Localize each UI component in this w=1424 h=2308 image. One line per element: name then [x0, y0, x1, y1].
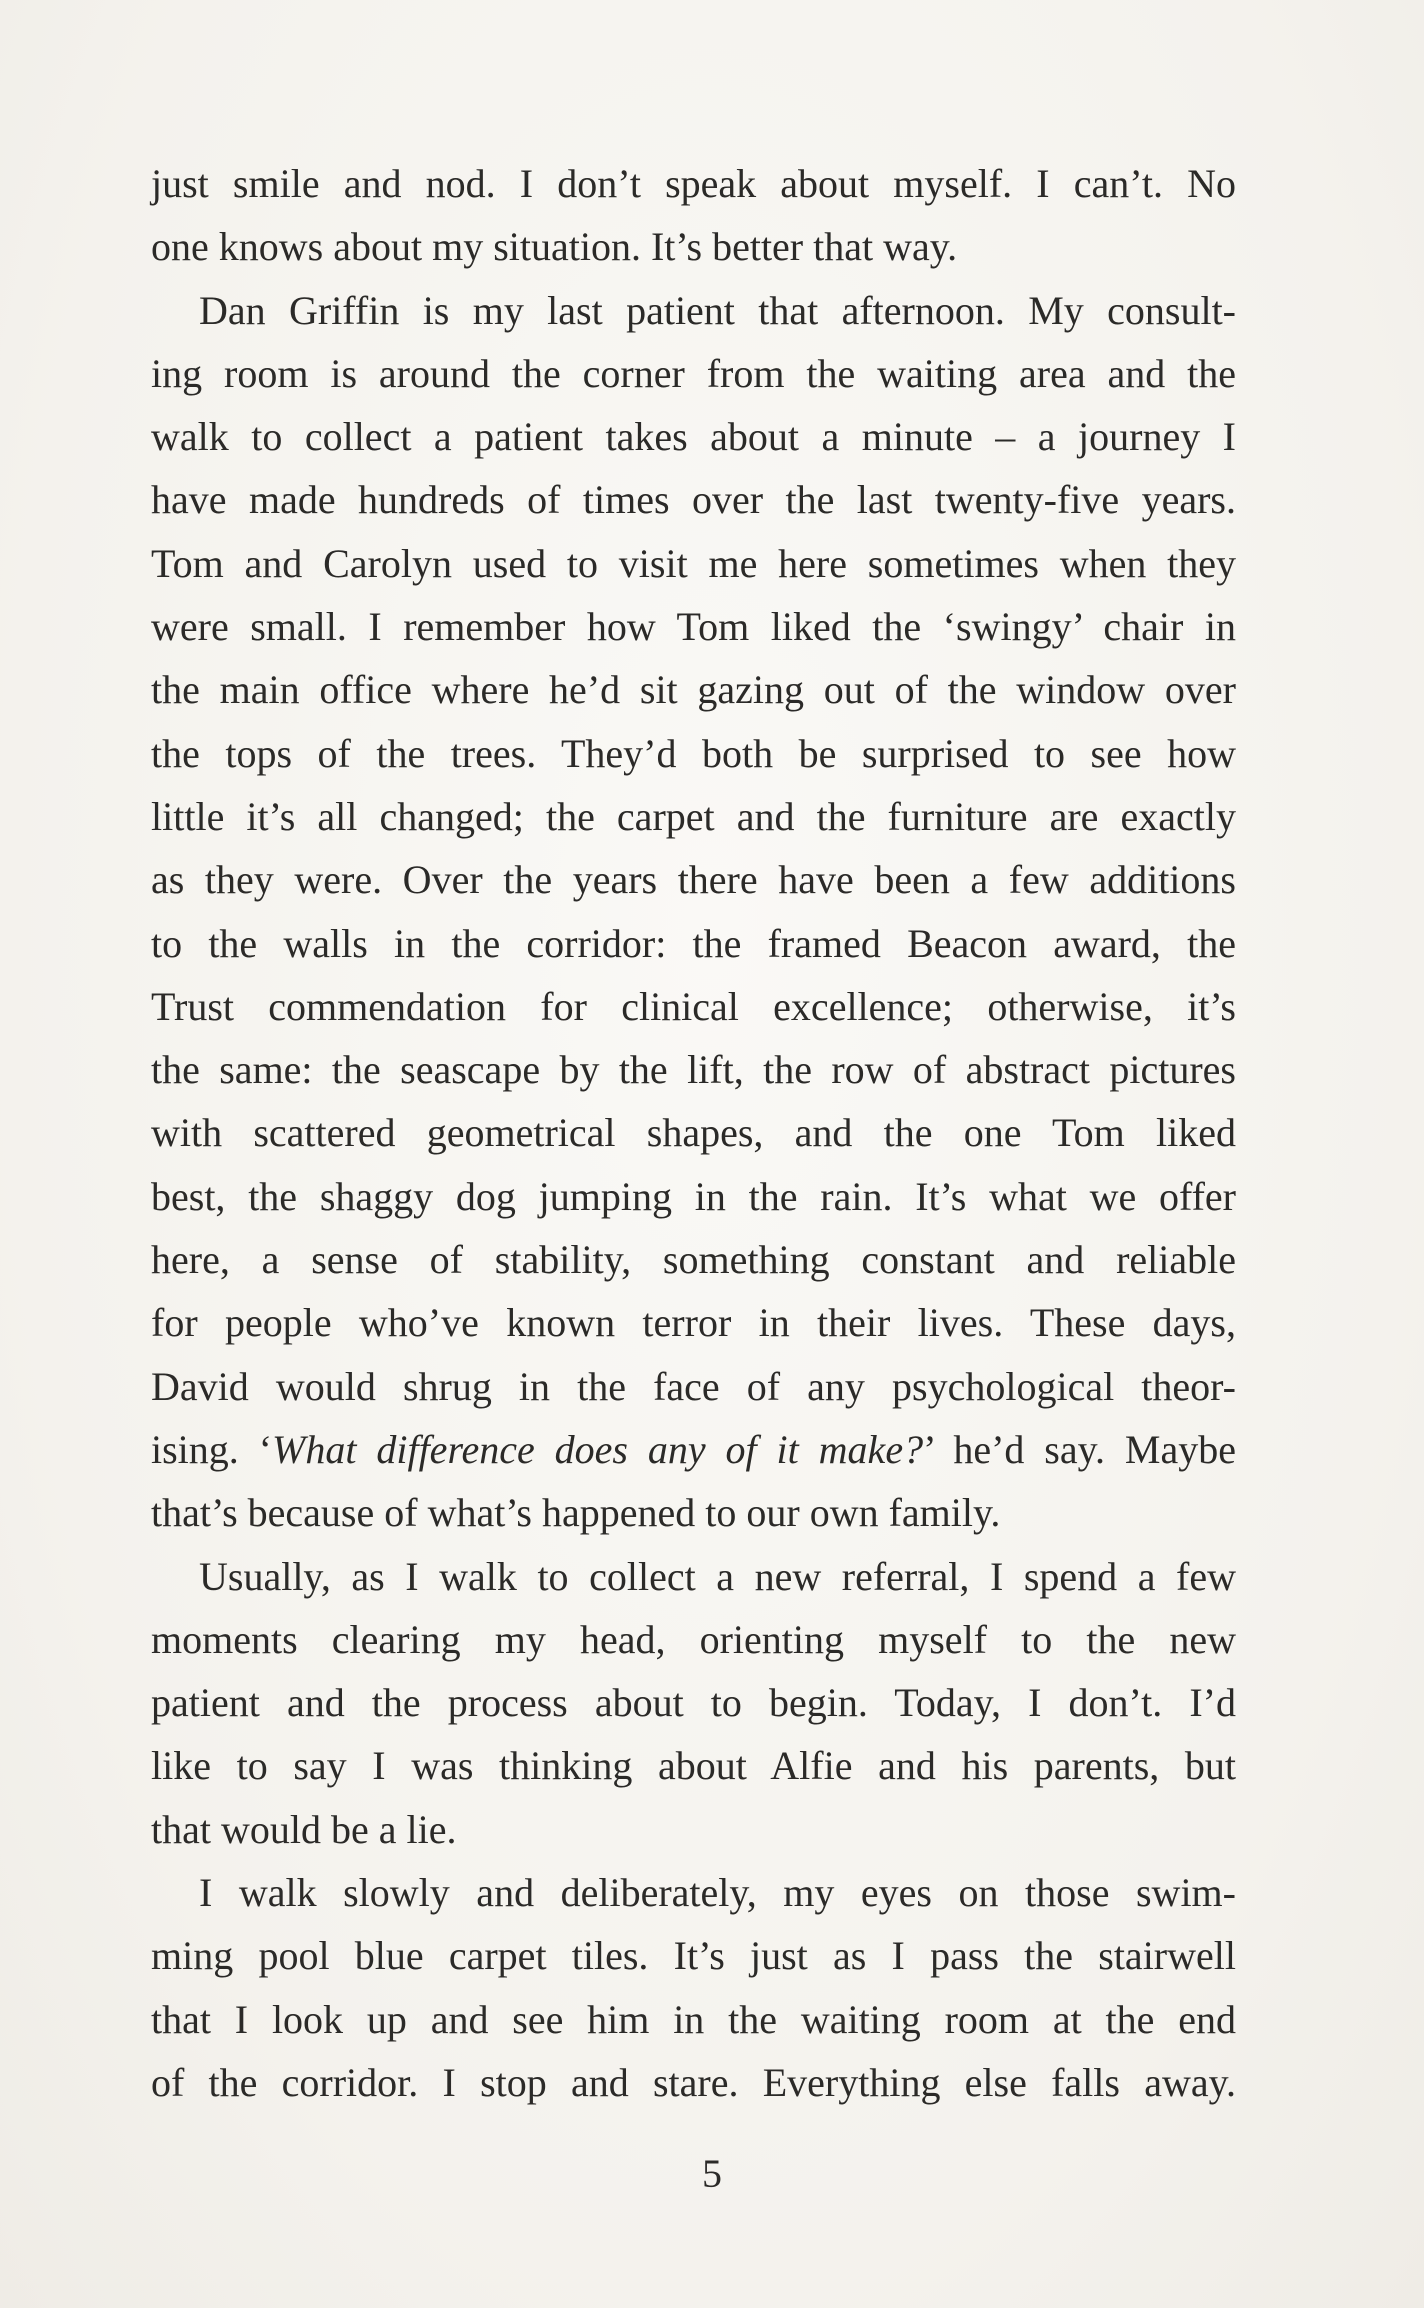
- text-line: that’s because of what’s happened to our own family.: [151, 1490, 1001, 1536]
- paragraph-2: [151, 279, 1236, 1545]
- text-line: just smile and nod. I don’t speak about myself. I can’t. No: [151, 161, 1236, 206]
- page-number: 5: [702, 2151, 722, 2196]
- text-line: that would be a lie.: [151, 1806, 457, 1852]
- text-line: best, the shaggy dog jumping in the rain. It’s what we offer: [151, 1173, 1236, 1219]
- italic-quote: What difference does any of it make?: [272, 1426, 924, 1472]
- text-line: I walk slowly and deliberately, my eyes on those swim-: [199, 1870, 1236, 1916]
- text-line: to the walls in the corridor: the framed Beacon award, the: [151, 920, 1236, 966]
- text-line: like to say I was thinking about Alfie and his parents, but: [151, 1743, 1236, 1789]
- body-text: [151, 152, 1236, 2114]
- text-line: ming pool blue carpet tiles. It’s just as I pass the stairwell: [151, 1933, 1236, 1979]
- text-line: that I look up and see him in the waiting room at the end: [151, 1996, 1236, 2042]
- text-line: patient and the process about to begin. Today, I don’t. I’d: [151, 1680, 1236, 1726]
- text-line: as they were. Over the years there have been a few additions: [151, 857, 1236, 903]
- text-line: little it’s all changed; the carpet and the furniture are exactly: [151, 793, 1236, 839]
- text-segment: ’ he’d say. Maybe: [923, 1426, 1236, 1472]
- text-line: were small. I remember how Tom liked the ‘swingy’ chair in: [151, 604, 1236, 650]
- text-line: Tom and Carolyn used to visit me here sometimes when they: [151, 540, 1236, 586]
- text-line: Trust commendation for clinical excellence; otherwise, it’s: [151, 983, 1236, 1029]
- text-line: of the corridor. I stop and stare. Everything else falls away.: [151, 2059, 1236, 2105]
- text-line: the tops of the trees. They’d both be surprised to see how: [151, 730, 1236, 776]
- text-line: with scattered geometrical shapes, and the one Tom liked: [151, 1110, 1236, 1156]
- paragraph-1: [151, 152, 1236, 279]
- text-line: ing room is around the corner from the waiting area and the: [151, 350, 1236, 396]
- text-line: Dan Griffin is my last patient that afternoon. My consult-: [199, 287, 1236, 333]
- text-line: one knows about my situation. It’s better that way.: [151, 224, 958, 270]
- text-line: have made hundreds of times over the last twenty-five years.: [151, 477, 1236, 523]
- text-line: the same: the seascape by the lift, the row of abstract pictures: [151, 1047, 1236, 1093]
- text-segment: ising. ‘: [151, 1426, 273, 1472]
- text-line: walk to collect a patient takes about a minute – a journey I: [151, 414, 1236, 460]
- text-line: for people who’ve known terror in their lives. These days,: [151, 1300, 1236, 1346]
- text-line: the main office where he’d sit gazing out of the window over: [151, 667, 1236, 713]
- text-line: moments clearing my head, orienting myself to the new: [151, 1616, 1236, 1662]
- paragraph-4: [151, 1861, 1236, 2114]
- text-line: David would shrug in the face of any psychological theor-: [151, 1363, 1236, 1409]
- paragraph-3: [151, 1545, 1236, 1861]
- text-line: here, a sense of stability, something constant and reliable: [151, 1237, 1236, 1283]
- text-line: Usually, as I walk to collect a new referral, I spend a few: [199, 1553, 1236, 1599]
- text-line-with-italic: [151, 1418, 1236, 1481]
